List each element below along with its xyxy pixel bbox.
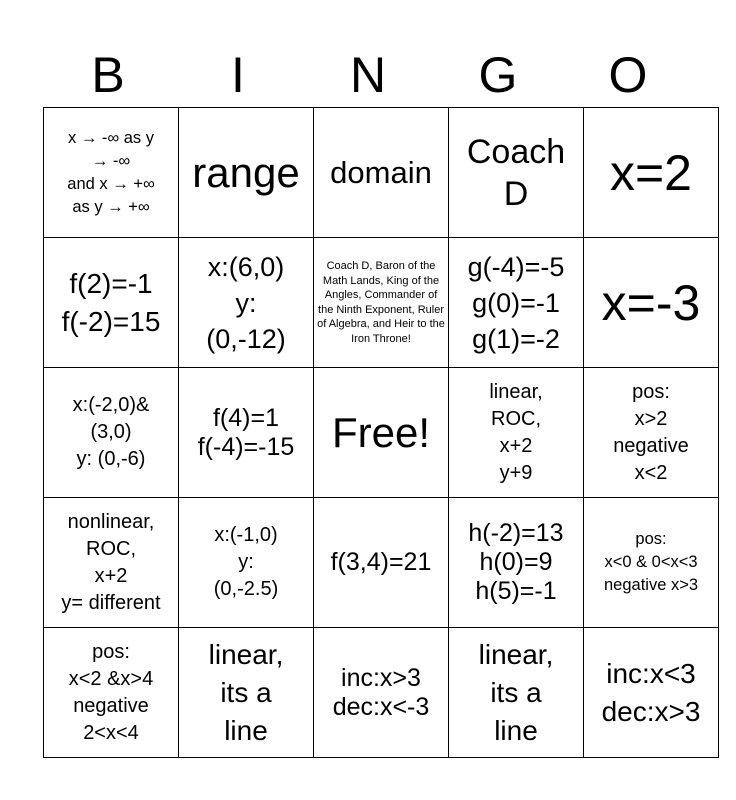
bingo-cell[interactable]: range — [179, 108, 314, 238]
bingo-cell[interactable]: linear, its a line — [449, 628, 584, 758]
bingo-cell[interactable]: x=-3 — [584, 238, 719, 368]
bingo-cell[interactable]: f(4)=1 f(-4)=-15 — [179, 368, 314, 498]
header-letter-g: G — [478, 47, 518, 103]
bingo-cell[interactable]: g(-4)=-5 g(0)=-1 g(1)=-2 — [449, 238, 584, 368]
bingo-card-grid — [43, 107, 719, 758]
bingo-cell[interactable]: f(2)=-1 f(-2)=15 — [44, 238, 179, 368]
grid-row — [44, 238, 719, 368]
bingo-cell[interactable]: pos: x<2 &x>4 negative 2<x<4 — [44, 628, 179, 758]
bingo-header — [43, 44, 693, 106]
bingo-cell[interactable]: f(3,4)=21 — [314, 498, 449, 628]
grid-row — [44, 498, 719, 628]
bingo-cell[interactable]: linear, its a line — [179, 628, 314, 758]
header-letter-n: N — [349, 47, 387, 103]
bingo-cell[interactable]: domain — [314, 108, 449, 238]
grid-row — [44, 108, 719, 238]
bingo-cell[interactable]: x=2 — [584, 108, 719, 238]
bingo-cell[interactable]: Free! — [314, 368, 449, 498]
bingo-cell[interactable]: inc:x>3 dec:x<-3 — [314, 628, 449, 758]
bingo-cell[interactable]: Coach D, Baron of the Math Lands, King of the Angles, Commander of the Ninth Exponent, Ruler of Algebra, and Heir to the Iron Throne! — [314, 238, 449, 368]
bingo-cell[interactable]: x → -∞ as y → -∞ and x → +∞ as y → +∞ — [44, 108, 179, 238]
grid-row — [44, 368, 719, 498]
bingo-cell[interactable]: linear, ROC, x+2 y+9 — [449, 368, 584, 498]
bingo-cell[interactable]: Coach D — [449, 108, 584, 238]
bingo-cell[interactable]: nonlinear, ROC, x+2 y= different — [44, 498, 179, 628]
bingo-cell[interactable]: h(-2)=13 h(0)=9 h(5)=-1 — [449, 498, 584, 628]
bingo-cell[interactable]: x:(-1,0) y: (0,-2.5) — [179, 498, 314, 628]
grid-row — [44, 628, 719, 758]
header-letter-i: I — [231, 47, 245, 103]
bingo-cell[interactable]: x:(6,0) y: (0,-12) — [179, 238, 314, 368]
bingo-cell[interactable]: pos: x>2 negative x<2 — [584, 368, 719, 498]
header-letter-o: O — [608, 47, 648, 103]
header-letter-b: B — [91, 47, 125, 103]
bingo-cell[interactable]: pos: x<0 & 0<x<3 negative x>3 — [584, 498, 719, 628]
bingo-cell[interactable]: inc:x<3 dec:x>3 — [584, 628, 719, 758]
bingo-cell[interactable]: x:(-2,0)& (3,0) y: (0,-6) — [44, 368, 179, 498]
